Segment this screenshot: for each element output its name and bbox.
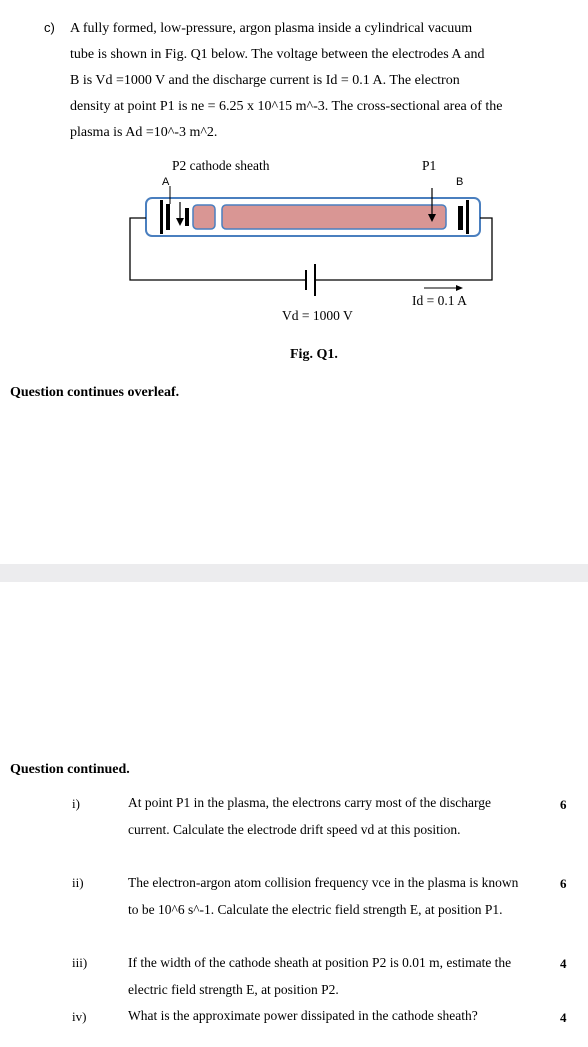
question-text: What is the approximate power dissipated in the cathode sheath? <box>128 1008 478 1023</box>
figure-q1 <box>0 150 588 370</box>
current-arrow-head <box>456 285 463 291</box>
question-text: At point P1 in the plasma, the electrons carry most of the discharge current. Calculate the electrode drift speed vd at this position. <box>128 795 492 837</box>
figure-caption: Fig. Q1. <box>290 347 338 362</box>
question-number: ii) <box>72 875 84 890</box>
label-electrode-b: B <box>456 176 464 188</box>
question-text: If the width of the cathode sheath at position P2 is 0.01 m, estimate the electric field strength E, at position P2. <box>128 955 512 997</box>
statement-line: tube is shown in Fig. Q1 below. The voltage between the electrodes A and <box>70 47 485 62</box>
question-number: iii) <box>72 955 88 970</box>
part-label: c) <box>44 20 55 35</box>
question-marks: 4 <box>560 956 567 971</box>
plasma-column <box>222 205 446 229</box>
sheath-marker <box>185 208 189 226</box>
page-divider <box>0 564 588 582</box>
label-electrode-a: A <box>162 176 170 188</box>
cathode-glow <box>193 205 215 229</box>
question-number: iv) <box>72 1009 87 1024</box>
statement-line: plasma is Ad =10^-3 m^2. <box>70 125 218 140</box>
problem-statement <box>70 16 540 146</box>
label-current: Id = 0.1 A <box>412 293 467 308</box>
label-voltage: Vd = 1000 V <box>282 308 353 323</box>
statement-line: A fully formed, low-pressure, argon plasma inside a cylindrical vacuum <box>70 21 473 36</box>
electrode-b-plate <box>466 200 469 234</box>
label-p2-cathode-sheath: P2 cathode sheath <box>172 158 270 173</box>
question-marks: 6 <box>560 797 567 812</box>
statement-line: density at point P1 is ne = 6.25 x 10^15 m^-3. The cross-sectional area of the <box>70 99 503 114</box>
electrode-b-plate <box>458 206 463 230</box>
overleaf-note: Question continues overleaf. <box>10 385 180 400</box>
question-marks: 6 <box>560 876 567 891</box>
electrode-a-plate <box>166 204 170 230</box>
question-text: The electron-argon atom collision frequency vce in the plasma is known to be 10^6 s^-1. Calculate the electric field strength E, at position P1. <box>128 875 519 917</box>
label-p1: P1 <box>422 158 437 173</box>
question-marks: 4 <box>560 1010 567 1025</box>
electrode-a-plate <box>160 200 163 234</box>
continued-heading: Question continued. <box>10 762 130 777</box>
question-number: i) <box>72 796 80 811</box>
statement-line: B is Vd =1000 V and the discharge current is Id = 0.1 A. The electron <box>70 73 460 88</box>
